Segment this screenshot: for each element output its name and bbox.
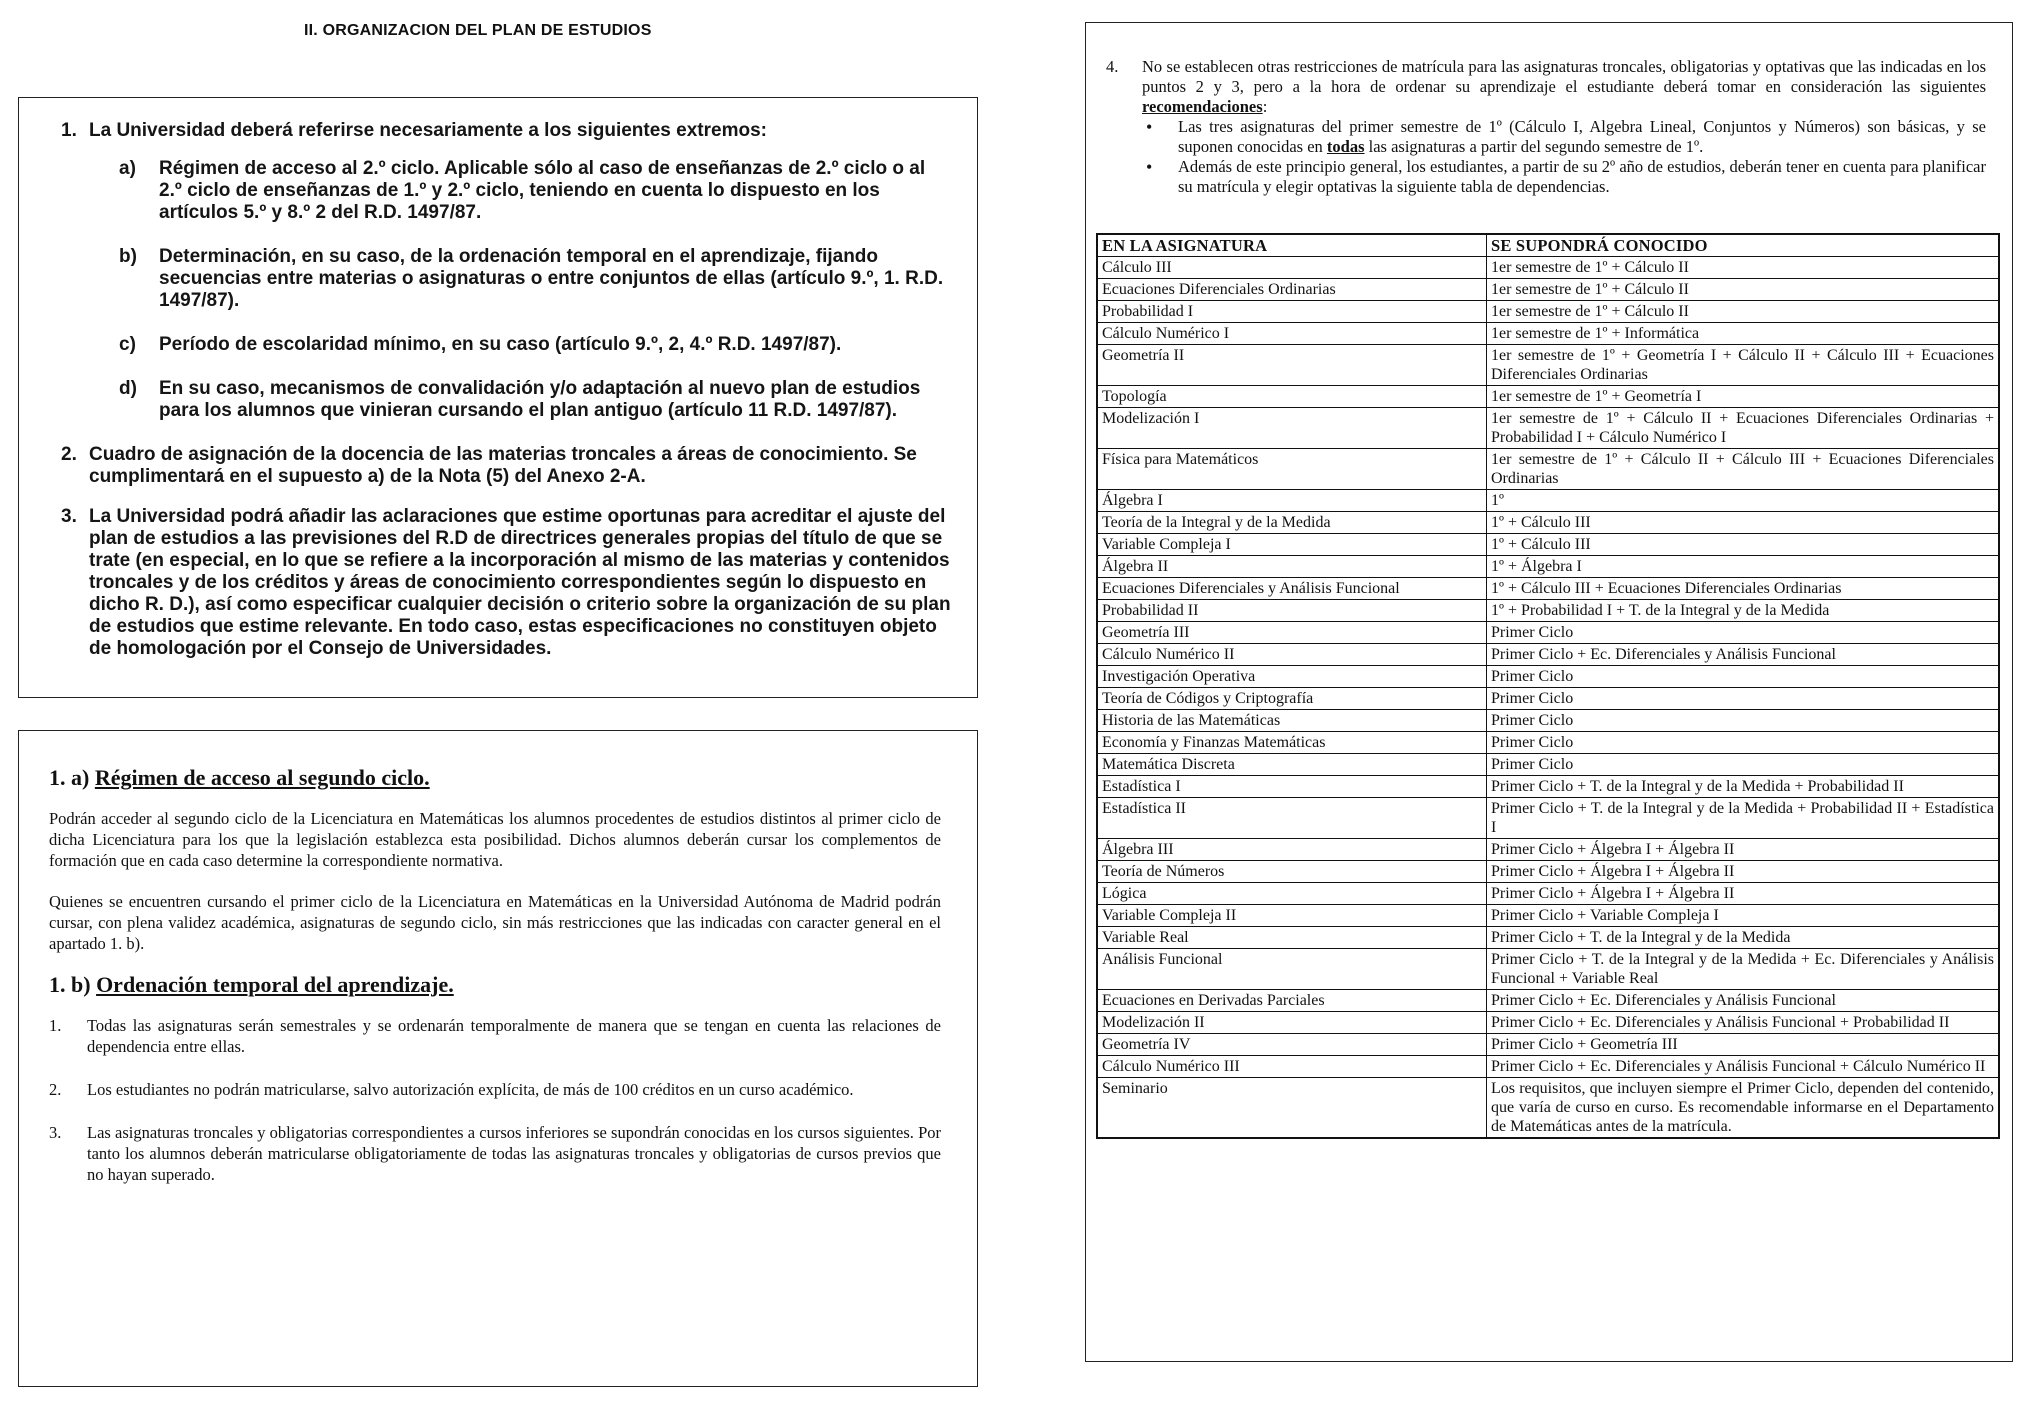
prerequisite-cell: Primer Ciclo + T. de la Integral y de la Medida + Ec. Diferenciales y Análisis Funcional + Variable Real [1487,949,2000,990]
dependencies-table [1096,233,2000,1139]
prerequisite-cell: Primer Ciclo [1487,688,2000,710]
subject-cell: Variable Compleja I [1097,534,1487,556]
prerequisite-cell: Primer Ciclo [1487,666,2000,688]
sub-letter: d) [119,378,137,399]
prerequisite-cell: 1º + Cálculo III [1487,534,2000,556]
item-lead-text: La Universidad deberá referirse necesariamente a los siguientes extremos: [89,120,767,141]
bullet-text: Las tres asignaturas del primer semestre de 1º (Cálculo I, Algebra Lineal, Conjuntos y Números) son básicas, y se suponen conocidas en [1178,117,1986,156]
table-row [1097,883,1999,905]
paragraph: Quienes se encuentren cursando el primer ciclo de la Licenciatura en Matemáticas en la Universidad Autónoma de Madrid podrán cursar, con plena validez académica, asignaturas de segundo ciclo, sin más restricciones que las indicadas con caracter general en el apartado 1. b). [49,892,941,953]
prerequisite-cell: Primer Ciclo [1487,732,2000,754]
prerequisite-cell: Primer Ciclo + T. de la Integral y de la Medida [1487,927,2000,949]
sub-letter: b) [119,246,137,267]
section-title: Ordenación temporal del aprendizaje. [96,972,454,997]
table-row [1097,301,1999,323]
subject-cell: Ecuaciones Diferenciales y Análisis Funcional [1097,578,1487,600]
subject-cell: Estadística I [1097,776,1487,798]
sub-text: En su caso, mecanismos de convalidación y/o adaptación al nuevo plan de estudios para los alumnos que vinieran cursando el plan antiguo (artículo 11 R.D. 1497/87). [159,378,921,421]
column-header-subject: EN LA ASIGNATURA [1097,234,1487,257]
table-row [1097,1078,1999,1139]
prerequisite-cell: 1er semestre de 1º + Cálculo II [1487,279,2000,301]
table-row [1097,839,1999,861]
item-number: 2. [49,1080,62,1099]
recommendations-list [1106,117,1986,197]
prerequisite-cell: 1º [1487,490,2000,512]
section-number: 1. b) [49,972,91,997]
table-row [1097,688,1999,710]
subject-cell: Investigación Operativa [1097,666,1487,688]
table-row [1097,1034,1999,1056]
table-body [1097,257,1999,1139]
table-row [1097,927,1999,949]
section-heading-ordering [49,974,941,995]
subject-cell: Probabilidad II [1097,600,1487,622]
item-number: 1. [61,120,77,141]
subject-cell: Modelización II [1097,1012,1487,1034]
subject-cell: Física para Matemáticos [1097,449,1487,490]
subject-cell: Probabilidad I [1097,301,1487,323]
list-item [1142,157,1986,197]
prerequisite-cell: 1º + Cálculo III [1487,512,2000,534]
prerequisite-cell: 1º + Cálculo III + Ecuaciones Diferenciales Ordinarias [1487,578,2000,600]
item-text: Los estudiantes no podrán matricularse, salvo autorización explícita, de más de 100 créditos en un curso académico. [87,1080,854,1099]
prerequisite-cell: Primer Ciclo + Ec. Diferenciales y Análisis Funcional [1487,990,2000,1012]
subject-cell: Álgebra I [1097,490,1487,512]
item-number: 1. [49,1016,62,1035]
sub-item-d [119,378,953,422]
item-text: Las asignaturas troncales y obligatorias correspondientes a cursos inferiores se supondrán conocidas en los cursos siguientes. Por tanto los alumnos deberán matricularse obligatoriamente de todas las asignaturas troncales y obligatorias de cursos previos que no hayan superado. [87,1123,941,1184]
table-row [1097,578,1999,600]
sub-item-b [119,246,953,312]
subject-cell: Teoría de Códigos y Criptografía [1097,688,1487,710]
table-row [1097,323,1999,345]
table-row [1097,345,1999,386]
item-text: Cuadro de asignación de la docencia de las materias troncales a áreas de conocimiento. Se cumplimentará en el supuesto a) de la Nota (5) del Anexo 2-A. [89,444,917,487]
section-number: 1. a) [49,765,90,790]
prerequisite-cell: Primer Ciclo [1487,754,2000,776]
subject-cell: Análisis Funcional [1097,949,1487,990]
table-row [1097,949,1999,990]
table-row [1097,798,1999,839]
subject-cell: Estadística II [1097,798,1487,839]
bullet-text: Además de este principio general, los estudiantes, a partir de su 2º año de estudios, deberán tener en cuenta para planificar su matrícula y elegir optativas la siguiente tabla de dependencias. [1178,157,1986,196]
subject-cell: Variable Compleja II [1097,905,1487,927]
subject-cell: Ecuaciones en Derivadas Parciales [1097,990,1487,1012]
bullet-text: las asignaturas a partir del segundo semestre de 1º. [1368,137,1704,156]
subject-cell: Ecuaciones Diferenciales Ordinarias [1097,279,1487,301]
table-row [1097,449,1999,490]
table-row [1097,666,1999,688]
item-number: 3. [49,1123,62,1142]
emphasis-todas: todas [1326,137,1365,156]
recommendations-word: recomendaciones [1142,97,1263,116]
prerequisite-cell: Primer Ciclo + T. de la Integral y de la Medida + Probabilidad II + Estadística I [1487,798,2000,839]
prerequisite-cell: 1er semestre de 1º + Cálculo II [1487,257,2000,279]
item-number: 4. [1106,57,1119,76]
general-item-1 [61,120,953,422]
prerequisite-cell: 1er semestre de 1º + Geometría I [1487,386,2000,408]
table-row [1097,408,1999,449]
table-row [1097,754,1999,776]
table-header-row [1097,234,1999,257]
colon: : [1262,97,1268,116]
item-number: 2. [61,444,77,465]
subject-cell: Modelización I [1097,408,1487,449]
page-title: II. ORGANIZACION DEL PLAN DE ESTUDIOS [304,22,652,39]
subject-cell: Economía y Finanzas Matemáticas [1097,732,1487,754]
subject-cell: Álgebra II [1097,556,1487,578]
table-row [1097,644,1999,666]
subject-cell: Cálculo III [1097,257,1487,279]
subject-cell: Topología [1097,386,1487,408]
subject-cell: Variable Real [1097,927,1487,949]
table-row [1097,732,1999,754]
item-text: Todas las asignaturas serán semestrales y se ordenarán temporalmente de manera que se tengan en cuenta las relaciones de dependencia entre ellas. [87,1016,941,1056]
sub-item-c [119,334,953,356]
subject-cell: Geometría II [1097,345,1487,386]
table-row [1097,600,1999,622]
prerequisite-cell: Primer Ciclo [1487,710,2000,732]
table-row [1097,490,1999,512]
recommendations-intro [1106,57,1986,197]
prerequisite-cell: 1º + Probabilidad I + T. de la Integral y de la Medida [1487,600,2000,622]
numbered-item [49,1079,941,1100]
prerequisite-cell: Los requisitos, que incluyen siempre el Primer Ciclo, dependen del contenido, que varía de curso en curso. Es recomendable informarse en el Departamento de Matemáticas antes de la matrícula. [1487,1078,2000,1139]
numbered-item [1106,57,1986,117]
item-text: La Universidad podrá añadir las aclaraciones que estime oportunas para acreditar el ajuste del plan de estudios a las previsiones del R.D de directrices generales propias del título de que se trate (en especial, en lo que se refiere a la incorporación al mismo de las materias y contenidos troncales y de los créditos y áreas de conocimiento correspondientes según lo dispuesto en dicho R. D.), así como especificar cualquier decisión o criterio sobre la organización de su plan de estudios que estime relevante. En todo caso, estas especificaciones no constituyen objeto de homologación por el Consejo de Universidades. [89,506,951,659]
general-requirements-box [18,97,978,698]
sub-letter: c) [119,334,136,355]
table-row [1097,257,1999,279]
subject-cell: Seminario [1097,1078,1487,1139]
prerequisite-cell: Primer Ciclo + Álgebra I + Álgebra II [1487,839,2000,861]
table-row [1097,710,1999,732]
table-row [1097,622,1999,644]
prerequisite-cell: 1º + Álgebra I [1487,556,2000,578]
numbered-item [49,1015,941,1057]
section-title: Régimen de acceso al segundo ciclo. [94,765,430,790]
table-row [1097,556,1999,578]
prerequisite-cell: Primer Ciclo + Ec. Diferenciales y Análisis Funcional + Cálculo Numérico II [1487,1056,2000,1078]
prerequisite-cell: 1er semestre de 1º + Informática [1487,323,2000,345]
specific-regulations-box [18,730,978,1387]
general-item-3 [61,506,953,660]
prerequisite-cell: 1er semestre de 1º + Cálculo II [1487,301,2000,323]
prerequisite-cell: Primer Ciclo + Álgebra I + Álgebra II [1487,883,2000,905]
sub-text: Régimen de acceso al 2.º ciclo. Aplicable sólo al caso de enseñanzas de 2.º ciclo o al 2.º ciclo de enseñanzas de 1.º y 2.º ciclo, teniendo en cuenta lo dispuesto en los artículos 5.º y 8.º 2 del R.D. 1497/87. [159,158,926,223]
subject-cell: Historia de las Matemáticas [1097,710,1487,732]
table-row [1097,512,1999,534]
table-row [1097,861,1999,883]
subject-cell: Cálculo Numérico III [1097,1056,1487,1078]
prerequisite-cell: Primer Ciclo + Geometría III [1487,1034,2000,1056]
table-row [1097,905,1999,927]
subject-cell: Cálculo Numérico I [1097,323,1487,345]
column-header-prerequisites: SE SUPONDRÁ CONOCIDO [1487,234,2000,257]
prerequisite-cell: Primer Ciclo + Ec. Diferenciales y Análisis Funcional + Probabilidad II [1487,1012,2000,1034]
sub-letter: a) [119,158,136,179]
sub-text: Determinación, en su caso, de la ordenación temporal en el aprendizaje, fijando secuencias entre materias o asignaturas o entre conjuntos de ellas (artículo 9.º, 1. R.D. 1497/87). [159,246,944,311]
subject-cell: Cálculo Numérico II [1097,644,1487,666]
prerequisite-cell: Primer Ciclo [1487,622,2000,644]
prerequisite-cell: Primer Ciclo + T. de la Integral y de la Medida + Probabilidad II [1487,776,2000,798]
subject-cell: Álgebra III [1097,839,1487,861]
table-row [1097,534,1999,556]
table-row [1097,990,1999,1012]
prerequisite-cell: Primer Ciclo + Álgebra I + Álgebra II [1487,861,2000,883]
subject-cell: Teoría de Números [1097,861,1487,883]
item-number: 3. [61,506,77,527]
item-text: No se establecen otras restricciones de matrícula para las asignaturas troncales, obligatorias y optativas que las indicadas en los puntos 2 y 3, pero a la hora de ordenar su aprendizaje el estudiante deberá tomar en consideración las siguientes [1142,57,1986,96]
subject-cell: Teoría de la Integral y de la Medida [1097,512,1487,534]
paragraph: Podrán acceder al segundo ciclo de la Licenciatura en Matemáticas los alumnos procedentes de estudios distintos al primer ciclo de dicha Licenciatura para los que la legislación establezca esta posibilidad. Dichos alumnos deberán cursar los complementos de formación que en cada caso determine la correspondiente normativa. [49,809,941,870]
list-item [1142,117,1986,157]
subject-cell: Matemática Discreta [1097,754,1487,776]
numbered-item [49,1122,941,1185]
table-row [1097,776,1999,798]
prerequisite-cell: 1er semestre de 1º + Cálculo II + Cálculo III + Ecuaciones Diferenciales Ordinarias [1487,449,2000,490]
section-heading-access [49,767,941,788]
subject-cell: Geometría III [1097,622,1487,644]
prerequisite-cell: 1er semestre de 1º + Geometría I + Cálculo II + Cálculo III + Ecuaciones Diferenciales Ordinarias [1487,345,2000,386]
general-item-2 [61,444,953,488]
dependencies-box [1085,22,2013,1362]
subject-cell: Lógica [1097,883,1487,905]
sub-item-a [119,158,953,224]
table-row [1097,1056,1999,1078]
prerequisite-cell: 1er semestre de 1º + Cálculo II + Ecuaciones Diferenciales Ordinarias + Probabilidad I + Cálculo Numérico I [1487,408,2000,449]
prerequisite-cell: Primer Ciclo + Ec. Diferenciales y Análisis Funcional [1487,644,2000,666]
subject-cell: Geometría IV [1097,1034,1487,1056]
sub-text: Período de escolaridad mínimo, en su caso (artículo 9.º, 2, 4.º R.D. 1497/87). [159,334,842,355]
prerequisite-cell: Primer Ciclo + Variable Compleja I [1487,905,2000,927]
table-row [1097,386,1999,408]
table-row [1097,279,1999,301]
table-row [1097,1012,1999,1034]
